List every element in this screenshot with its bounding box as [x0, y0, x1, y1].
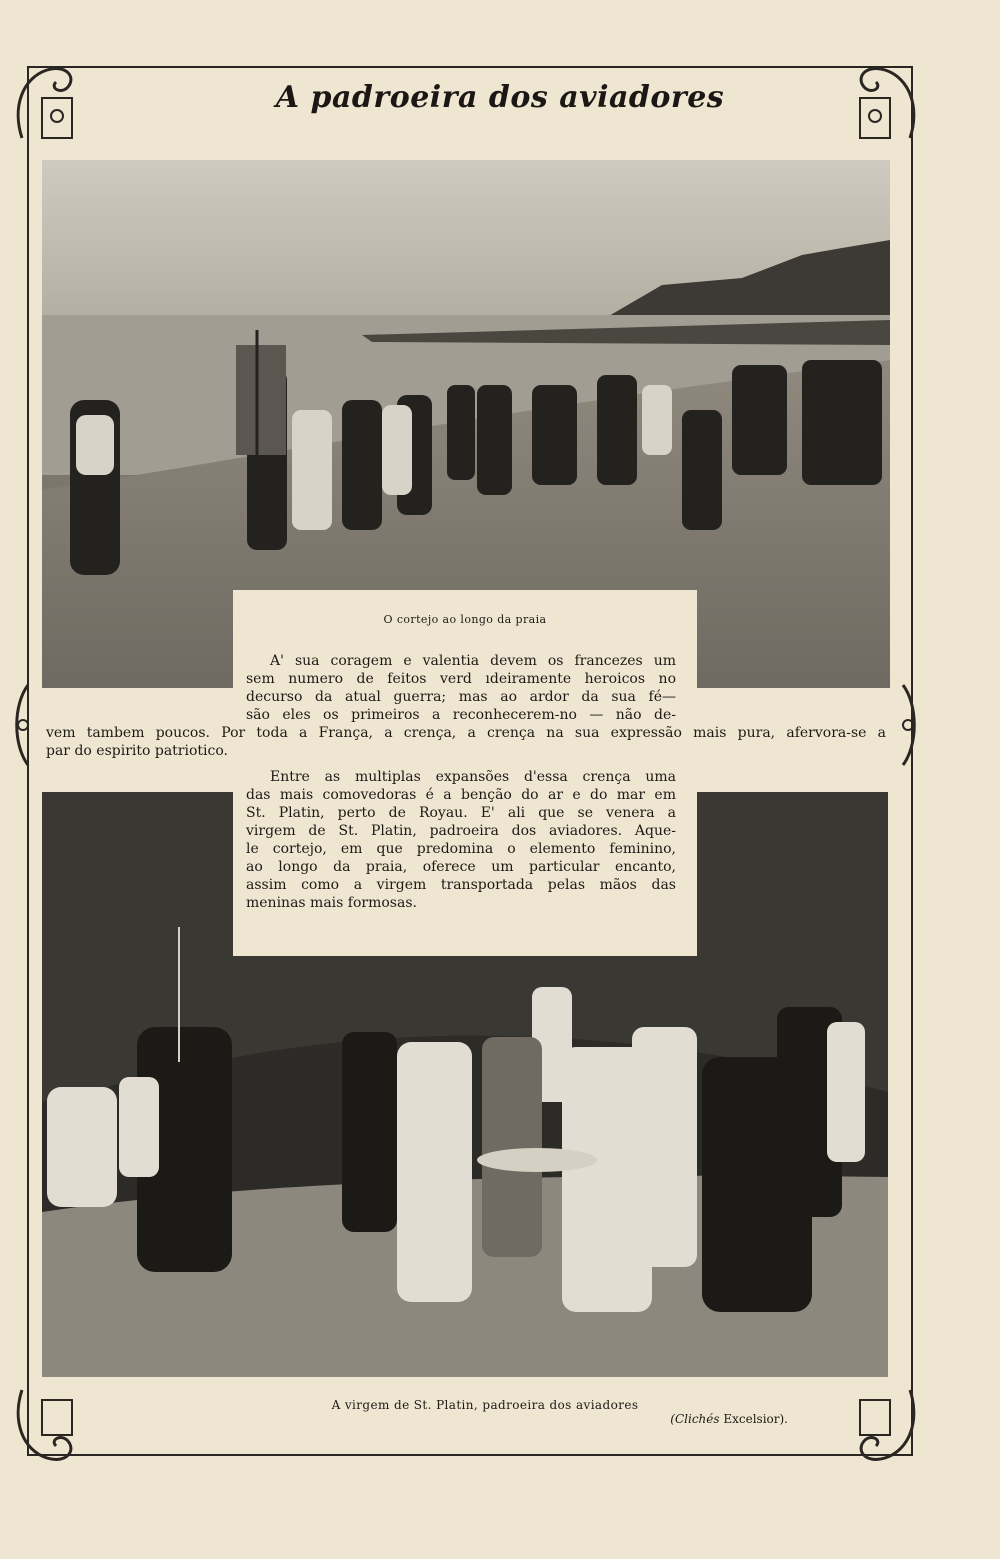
text-line: Entre as multiplas expansões d'essa crença uma [270, 769, 676, 785]
text-line: decurso da atual guerra; mas ao ardor da sua fé— [246, 689, 676, 705]
text-line: par do espirito patriotico. [46, 743, 228, 759]
credit-prefix: (Clichés [670, 1412, 720, 1426]
text-line: sem numero de feitos verd ıdeiramente heroicos no [246, 671, 676, 687]
text-line: ao longo da praia, oferece um particular encanto, [246, 859, 676, 875]
text-line: assim como a virgem transportada pelas mãos das [246, 877, 676, 893]
article-paragraph-2 [246, 768, 676, 912]
ornament-bottom-left [12, 1380, 82, 1470]
article-paragraph-1 [246, 652, 676, 724]
ornament-left-side [8, 680, 38, 770]
caption-beach-procession: O cortejo ao longo da praia [383, 613, 547, 626]
text-line: le cortejo, em que predomina o elemento feminino, [246, 841, 676, 857]
text-line: das mais comovedoras é a benção do ar e do mar em [246, 787, 676, 803]
text-line: vem tambem poucos. Por toda a França, a crença, a crença na sua expressão mais pura, afervora-se a [46, 725, 886, 741]
photo-credit [670, 1412, 788, 1426]
page-title: A padroeira dos aviadores [275, 80, 725, 115]
article-full-width-lines [46, 724, 886, 760]
text-line: são eles os primeiros a reconhecerem-no — não de- [246, 707, 676, 723]
caption-virgin-st-platin: A virgem de St. Platin, padroeira dos aviadores [331, 1398, 639, 1412]
text-line: A' sua coragem e valentia devem os francezes um [270, 653, 676, 669]
text-line: meninas mais formosas. [246, 895, 417, 911]
text-line: St. Platin, perto de Royau. E' ali que se venera a [246, 805, 676, 821]
text-line: virgem de St. Platin, padroeira dos aviadores. Aque- [246, 823, 676, 839]
ornament-right-side [893, 680, 923, 770]
ornament-bottom-right [850, 1380, 920, 1470]
credit-name: Excelsior). [723, 1412, 788, 1426]
